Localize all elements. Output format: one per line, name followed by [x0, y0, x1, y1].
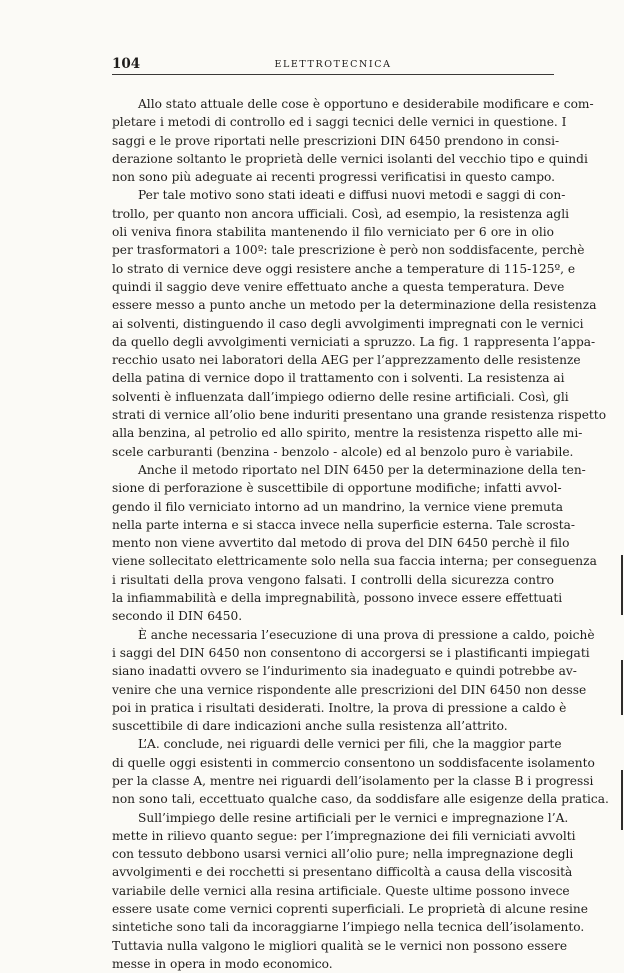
text-line: secondo il DIN 6450. — [112, 609, 243, 624]
text-line: non sono più adeguate ai recenti progressi verificatisi in questo campo. — [112, 170, 556, 185]
text-line: Allo stato attuale delle cose è opportuno e desiderabile modificare e com- — [138, 97, 594, 111]
text-line: ai solventi, distinguendo il caso degli avvolgimenti impregnati con le vernici — [112, 316, 584, 331]
text-line: sione di perforazione è suscettibile di opportune modifiche; infatti avvol- — [112, 481, 562, 496]
text-line: venire che una vernice rispondente alle prescrizioni del DIN 6450 non desse — [112, 682, 587, 697]
running-title: ELETTROTECNICA — [274, 59, 392, 70]
text-line: trollo, per quanto non ancora ufficiali. Così, ad esempio, la resistenza agli — [112, 206, 570, 221]
text-line: messe in opera in modo economico. — [112, 956, 333, 971]
text-line: mette in rilievo quanto segue: per l’impregnazione dei fili verniciati avvolti — [112, 828, 576, 843]
margin-mark — [621, 555, 623, 615]
text-line: per la classe A, mentre nei riguardi dell’isolamento per la classe B i progressi — [112, 773, 594, 788]
text-line: mento non viene avvertito dal metodo di prova del DIN 6450 perchè il filo — [112, 536, 570, 551]
text-line: quindi il saggio deve venire effettuato anche a questa temperatura. Deve — [112, 279, 565, 294]
text-line: essere messo a punto anche un metodo per la determinazione della resistenza — [112, 298, 597, 313]
text-line: oli veniva finora stabilita mantenendo il filo verniciato per 6 ore in olio — [112, 225, 554, 240]
text-line: È anche necessaria l’esecuzione di una prova di pressione a caldo, poichè — [138, 627, 595, 642]
text-line: Anche il metodo riportato nel DIN 6450 per la determinazione della ten- — [138, 462, 586, 477]
text-line: non sono tali, eccettuato qualche caso, da soddisfare alle esigenze della pratica. — [112, 792, 609, 807]
running-header — [112, 54, 554, 75]
text-line: strati di vernice all’olio bene induriti presentano una grande resistenza rispetto — [112, 408, 607, 423]
text-line: pletare i metodi di controllo ed i saggi tecnici delle vernici in questione. I — [112, 115, 567, 130]
text-line: per trasformatori a 100º: tale prescrizione è però non soddisfacente, perchè — [112, 243, 585, 258]
text-line: di quelle oggi esistenti in commercio consentono un soddisfacente isolamento — [112, 755, 595, 770]
text-line: della patina di vernice dopo il trattamento con i solventi. La resistenza ai — [112, 371, 565, 386]
text-line: lo strato di vernice deve oggi resistere anche a temperature di 115-125º, e — [112, 261, 576, 276]
text-line: la infiammabilità e della impregnabilità, possono invece essere effettuati — [112, 591, 563, 606]
text-line: i risultati della prova vengono falsati. I controlli della sicurezza contro — [112, 572, 554, 587]
margin-mark — [621, 660, 623, 715]
text-line: Sull’impiego delle resine artificiali per le vernici e impregnazione l’A. — [138, 810, 569, 825]
text-line: da quello degli avvolgimenti verniciati a spruzzo. La fig. 1 rappresenta l’appa- — [112, 334, 596, 349]
text-line: siano inadatti ovvero se l’indurimento sia inadeguato e quindi potrebbe av- — [112, 664, 577, 679]
text-line: scele carburanti (benzina - benzolo - alcole) ed al benzolo puro è variabile. — [112, 444, 574, 459]
text-line: sintetiche sono tali da incoraggiarne l’impiego nella tecnica dell’isolamento. — [112, 920, 585, 935]
text-line: recchio usato nei laboratori della AEG per l’apprezzamento delle resistenze — [112, 353, 581, 368]
text-line: Tuttavia nulla valgono le migliori qualità se le vernici non possono essere — [112, 938, 568, 953]
article-body — [112, 95, 609, 973]
text-line: poi in pratica i risultati desiderati. Inoltre, la prova di pressione a caldo è — [112, 700, 567, 715]
text-line: alla benzina, al petrolio ed allo spirito, mentre la resistenza rispetto alle mi- — [112, 426, 583, 441]
page-number: 104 — [112, 56, 141, 72]
text-line: nella parte interna e si stacca invece nella superficie esterna. Tale scrosta- — [112, 517, 575, 532]
text-line: saggi e le prove riportati nelle prescrizioni DIN 6450 prendono in consi- — [112, 133, 560, 148]
text-line: derazione soltanto le proprietà delle vernici isolanti del vecchio tipo e quindi — [112, 151, 588, 166]
text-line: Per tale motivo sono stati ideati e diffusi nuovi metodi e saggi di con- — [138, 188, 566, 203]
text-line: i saggi del DIN 6450 non consentono di accorgersi se i plastificanti impiegati — [112, 645, 590, 660]
text-line: con tessuto debbono usarsi vernici all’olio pure; nella impregnazione degli — [112, 847, 574, 862]
text-line: variabile delle vernici alla resina artificiale. Queste ultime possono invece — [112, 883, 570, 898]
margin-mark — [621, 770, 623, 830]
text-line: L’A. conclude, nei riguardi delle vernici per fili, che la maggior parte — [138, 737, 562, 752]
text-line: solventi è influenzata dall’impiego odierno delle resine artificiali. Così, gli — [112, 389, 569, 404]
text-line: gendo il filo verniciato intorno ad un mandrino, la vernice viene premuta — [112, 499, 564, 514]
text-line: avvolgimenti e dei rocchetti si presentano difficoltà a causa della viscosità — [112, 865, 573, 880]
text-line: suscettibile di dare indicazioni anche sulla resistenza all’attrito. — [112, 719, 508, 734]
text-line: viene sollecitato elettricamente solo nella sua faccia interna; per conseguenza — [112, 554, 597, 569]
text-line: essere usate come vernici coprenti superficiali. Le proprietà di alcune resine — [112, 902, 588, 917]
